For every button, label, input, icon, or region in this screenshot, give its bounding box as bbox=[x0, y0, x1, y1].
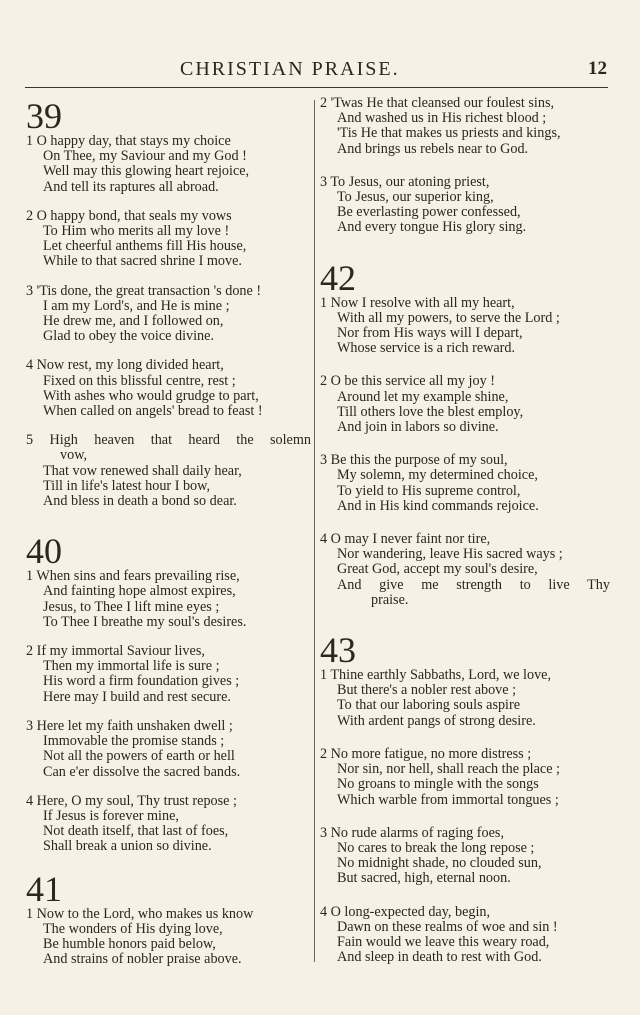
verse-line: The wonders of His dying love, bbox=[43, 920, 223, 937]
verse-line: That vow renewed shall daily hear, bbox=[43, 462, 242, 479]
running-title: CHRISTIAN PRAISE. bbox=[180, 58, 400, 80]
stanza bbox=[320, 532, 610, 608]
stanza bbox=[320, 96, 610, 157]
verse-line: Let cheerful anthems fill His house, bbox=[43, 238, 247, 255]
verse-line: My solemn, my determined choice, bbox=[337, 467, 538, 484]
verse-line: And fainting hope almost expires, bbox=[43, 583, 236, 600]
stanza bbox=[26, 358, 311, 419]
verse-line: While to that sacred shrine I move. bbox=[43, 253, 242, 270]
column-divider bbox=[314, 100, 315, 962]
verse-line: With ashes who would grudge to part, bbox=[43, 387, 259, 404]
stanza bbox=[26, 284, 311, 345]
hymn-number: 42 bbox=[320, 257, 356, 298]
hymn-number: 43 bbox=[320, 630, 356, 671]
verse-line: Be humble honors paid below, bbox=[43, 935, 216, 952]
stanza bbox=[320, 374, 610, 435]
verse-line-continuation: praise. bbox=[371, 591, 409, 608]
hymn-39 bbox=[26, 96, 311, 509]
verse-line: Glad to obey the voice divine. bbox=[43, 328, 214, 345]
verse-line: Not death itself, that last of foes, bbox=[43, 823, 229, 840]
verse-line: 4 O long-expected day, begin, bbox=[320, 903, 491, 920]
verse-line: 2 If my immortal Saviour lives, bbox=[26, 643, 205, 660]
stanza bbox=[26, 907, 311, 968]
page-number: 12 bbox=[588, 58, 607, 79]
verse-line: But sacred, high, eternal noon. bbox=[337, 870, 511, 887]
verse-line: 2 'Twas He that cleansed our foulest sins, bbox=[320, 95, 555, 111]
verse-line: 2 O happy bond, that seals my vows bbox=[26, 207, 232, 224]
hymn-41-continued bbox=[320, 96, 610, 236]
verse-line: Well may this glowing heart rejoice, bbox=[43, 163, 250, 180]
verse-line: When called on angels' bread to feast ! bbox=[43, 403, 263, 420]
verse-line: 3 Be this the purpose of my soul, bbox=[320, 452, 508, 469]
hymn-number: 41 bbox=[26, 868, 62, 909]
stanza bbox=[26, 569, 311, 630]
verse-line: 2 O be this service all my joy ! bbox=[320, 373, 495, 390]
hymn-41 bbox=[26, 869, 311, 968]
stanza bbox=[320, 905, 610, 966]
verse-line: Fain would we leave this weary road, bbox=[337, 933, 550, 950]
verse-line: To Him who merits all my love ! bbox=[43, 223, 230, 240]
stanza bbox=[26, 433, 311, 509]
verse-line: And sleep in death to rest with God. bbox=[337, 949, 542, 966]
verse-line: Till others love the blest employ, bbox=[337, 403, 524, 420]
verse-line: 1 Now I resolve with all my heart, bbox=[320, 294, 515, 311]
stanza bbox=[26, 209, 311, 270]
header-rule bbox=[25, 87, 608, 88]
verse-line: Nor from His ways will I depart, bbox=[337, 325, 523, 342]
verse-line: 3 Here let my faith unshaken dwell ; bbox=[26, 717, 233, 734]
verse-line: And brings us rebels near to God. bbox=[337, 140, 529, 157]
verse-line: Nor sin, nor hell, shall reach the place ; bbox=[337, 761, 560, 778]
hymn-number: 39 bbox=[26, 96, 62, 136]
verse-line: Can e'er dissolve the sacred bands. bbox=[43, 763, 241, 780]
verse-line: 1 O happy day, that stays my choice bbox=[26, 133, 231, 149]
verse-line: Dawn on these realms of woe and sin ! bbox=[337, 918, 558, 935]
right-column bbox=[320, 96, 610, 979]
stanza bbox=[26, 794, 311, 855]
verse-line: 3 To Jesus, our atoning priest, bbox=[320, 173, 490, 190]
verse-line: 1 Thine earthly Sabbaths, Lord, we love, bbox=[320, 667, 552, 684]
verse-line: Jesus, to Thee I lift mine eyes ; bbox=[43, 598, 220, 615]
verse-line: 1 When sins and fears prevailing rise, bbox=[26, 568, 240, 585]
verse-line: But there's a nobler rest above ; bbox=[337, 682, 517, 699]
verse-line: To Jesus, our superior king, bbox=[337, 189, 494, 206]
hymn-43 bbox=[320, 630, 610, 965]
stanza bbox=[320, 747, 610, 808]
verse-line: With ardent pangs of strong desire. bbox=[337, 712, 536, 729]
verse-line: And washed us in His richest blood ; bbox=[337, 110, 547, 127]
stanza bbox=[26, 719, 311, 780]
verse-line: Which warble from immortal tongues ; bbox=[337, 791, 559, 808]
verse-line: 2 No more fatigue, no more distress ; bbox=[320, 745, 532, 762]
verse-line: Be everlasting power confessed, bbox=[337, 204, 521, 221]
verse-line: To yield to His supreme control, bbox=[337, 482, 521, 499]
hymn-40 bbox=[26, 531, 311, 854]
stanza bbox=[320, 826, 610, 887]
verse-line: On Thee, my Saviour and my God ! bbox=[43, 148, 247, 165]
verse-line: Immovable the promise stands ; bbox=[43, 733, 225, 750]
verse-line: To that our laboring souls aspire bbox=[337, 697, 521, 714]
stanza bbox=[320, 453, 610, 514]
verse-line: And give me strength to live Thy bbox=[337, 576, 610, 593]
verse-line: 'Tis He that makes us priests and kings, bbox=[337, 125, 561, 142]
verse-line: His word a firm foundation gives ; bbox=[43, 673, 240, 690]
verse-line: I am my Lord's, and He is mine ; bbox=[43, 297, 230, 314]
verse-line: Then my immortal life is sure ; bbox=[43, 658, 220, 675]
verse-line: And bless in death a bond so dear. bbox=[43, 493, 237, 510]
verse-line-continuation: vow, bbox=[60, 447, 88, 464]
page-header bbox=[0, 58, 640, 84]
verse-line: No cares to break the long repose ; bbox=[337, 839, 535, 856]
verse-line: 4 O may I never faint nor tire, bbox=[320, 531, 491, 548]
stanza bbox=[320, 668, 610, 729]
stanza bbox=[26, 134, 311, 195]
verse-line: Nor wandering, leave His sacred ways ; bbox=[337, 546, 563, 563]
verse-line: 3 No rude alarms of raging foes, bbox=[320, 824, 504, 841]
left-column bbox=[26, 96, 311, 981]
verse-line: Whose service is a rich reward. bbox=[337, 340, 516, 357]
stanza bbox=[320, 175, 610, 236]
verse-line: And in His kind commands rejoice. bbox=[337, 497, 539, 514]
verse-line: Here may I build and rest secure. bbox=[43, 688, 231, 705]
verse-line: 5 High heaven that heard the solemn bbox=[26, 432, 311, 449]
stanza bbox=[26, 644, 311, 705]
verse-line: And every tongue His glory sing. bbox=[337, 219, 527, 236]
stanza bbox=[320, 296, 610, 357]
verse-line: Till in life's latest hour I bow, bbox=[43, 477, 211, 494]
verse-line: 1 Now to the Lord, who makes us know bbox=[26, 905, 254, 922]
verse-line: Great God, accept my soul's desire, bbox=[337, 561, 538, 578]
verse-line: And strains of nobler praise above. bbox=[43, 951, 242, 968]
hymn-number: 40 bbox=[26, 531, 62, 572]
verse-line: To Thee I breathe my soul's desires. bbox=[43, 613, 247, 630]
verse-line: No groans to mingle with the songs bbox=[337, 776, 539, 793]
verse-line: Shall break a union so divine. bbox=[43, 838, 212, 855]
verse-line: Around let my example shine, bbox=[337, 388, 509, 405]
hymn-42 bbox=[320, 258, 610, 608]
verse-line: Fixed on this blissful centre, rest ; bbox=[43, 372, 236, 389]
verse-line: 4 Now rest, my long divided heart, bbox=[26, 357, 224, 374]
verse-line: No midnight shade, no clouded sun, bbox=[337, 855, 542, 872]
verse-line: He drew me, and I followed on, bbox=[43, 313, 224, 330]
verse-line: 3 'Tis done, the great transaction 's done ! bbox=[26, 282, 262, 299]
verse-line: Not all the powers of earth or hell bbox=[43, 748, 235, 765]
verse-line: And join in labors so divine. bbox=[337, 419, 499, 436]
verse-line: And tell its raptures all abroad. bbox=[43, 178, 219, 195]
verse-line: 4 Here, O my soul, Thy trust repose ; bbox=[26, 792, 237, 809]
verse-line: If Jesus is forever mine, bbox=[43, 807, 179, 824]
verse-line: With all my powers, to serve the Lord ; bbox=[337, 309, 560, 326]
